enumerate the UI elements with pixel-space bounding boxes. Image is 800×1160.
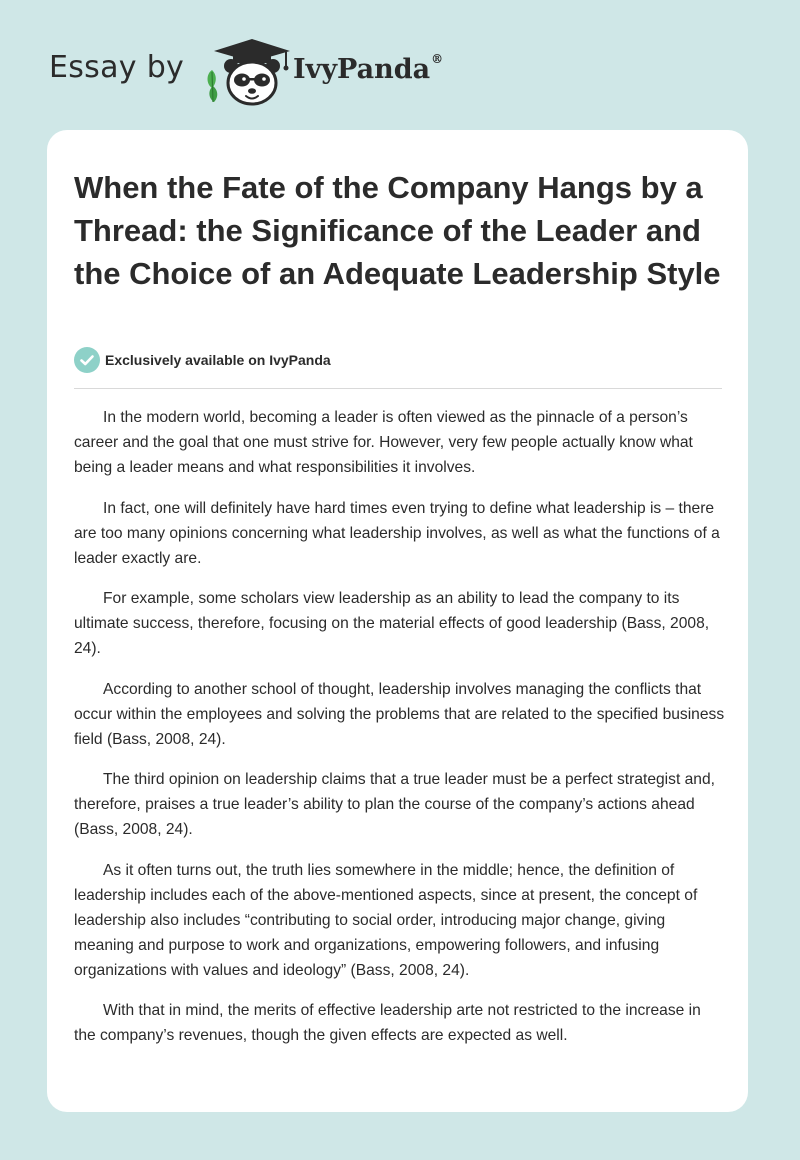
divider [74,388,722,389]
paragraph: The third opinion on leadership claims that a true leader must be a perfect strategist and, therefore, praises a true leader’s ability to plan the course of the company’s actions ahead (Bass, 2008, 24). [74,771,715,838]
site-header [49,38,469,108]
paragraph: For example, some scholars view leadership as an ability to lead the company to its ultimate success, therefore, focusing on the material effects of good leadership (Bass, 2008, 24). [74,590,710,657]
panda-graduate-icon[interactable] [202,38,292,108]
exclusive-badge-text: Exclusively available on IvyPanda [105,352,331,368]
paragraph: With that in mind, the merits of effective leadership arte not restricted to the increase in the company’s revenues, though the given effects are expected as well. [74,1002,701,1044]
exclusive-badge [74,347,331,373]
paragraph: In the modern world, becoming a leader is often viewed as the pinnacle of a person’s career and the goal that one must strive for. However, very few people actually know what being a leader means and what responsibilities it involves. [74,409,693,476]
essay-body [74,405,726,1064]
essay-card [47,130,748,1112]
paragraph: In fact, one will definitely have hard times even trying to define what leadership is – there are too many opinions concerning what leadership involves, as well as what the functions of a leader exactly are. [74,499,720,567]
registered-mark: ® [431,52,444,66]
paragraph: As it often turns out, the truth lies somewhere in the middle; hence, the definition of leadership includes each of the above-mentioned aspects, since at present, the concept of leadership also includes “contributing to social order, introducing major change, giving meaning and purpose to work and organizations, empowering followers, and infusing organizations with values and ideology” (Bass, 2008, 24). [74,861,698,979]
brand-name[interactable]: IvyPanda® [293,52,444,85]
essay-title: When the Fate of the Company Hangs by a Thread: the Significance of the Leader and the Choice of an Adequate Leadership Style [74,170,721,291]
paragraph: According to another school of thought, leadership involves managing the conflicts that occur within the employees and solving the problems that are related to the specified business field (Bass, 2008, 24). [74,680,725,748]
ivy-leaf-icon [208,70,218,102]
check-circle-icon [74,347,100,373]
essay-by-label: Essay by [49,50,185,85]
